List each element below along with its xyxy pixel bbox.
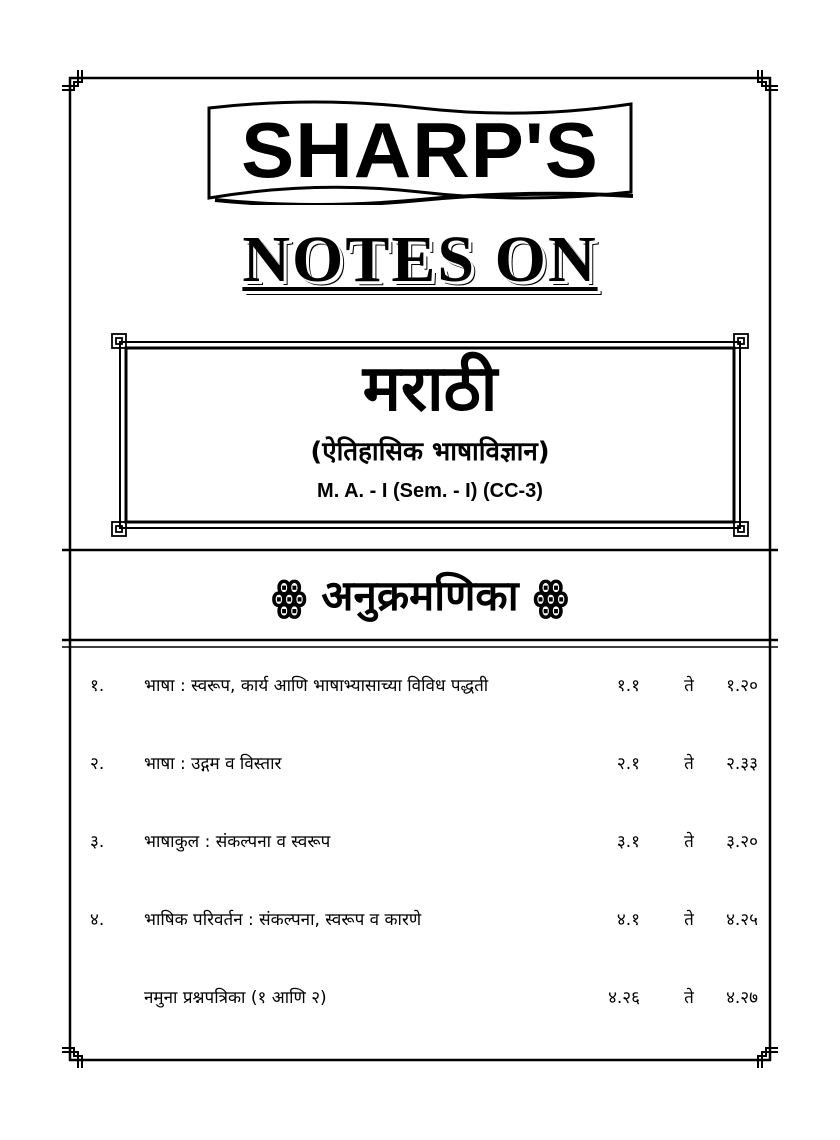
subject-box <box>110 332 750 538</box>
ornament-left-icon: ꙮ <box>271 573 307 620</box>
page-end: २.३३ <box>726 754 758 774</box>
page-end: ३.२० <box>726 832 758 852</box>
chapter-number: ३. <box>90 832 105 852</box>
page-end: ४.२७ <box>726 988 758 1008</box>
chapter-number: २. <box>90 754 105 774</box>
ornament-right-icon: ꙮ <box>533 573 569 620</box>
chapter-title: भाषिक परिवर्तन : संकल्पना, स्वरूप व कारणे <box>144 910 422 930</box>
chapter-title: भाषा : स्वरूप, कार्य आणि भाषाभ्यासाच्या विविध पद्धती <box>144 676 489 696</box>
brand-name: SHARP'S <box>241 106 599 194</box>
contents-heading-band <box>62 548 778 648</box>
page-separator: ते <box>684 832 694 852</box>
page-separator: ते <box>684 910 694 930</box>
contents-title: अनुक्रमणिका <box>321 571 519 620</box>
brand-logo <box>205 100 635 205</box>
chapter-title: भाषा : उद्गम व विस्तार <box>144 754 282 774</box>
contents-heading <box>62 560 778 633</box>
subject-subtitle: (ऐतिहासिक भाषाविज्ञान) <box>310 437 550 467</box>
page-start: ३.१ <box>616 832 640 852</box>
brand-tagline: NOTES ON <box>242 223 598 296</box>
chapter-title: भाषाकुल : संकल्पना व स्वरूप <box>144 832 331 852</box>
course-code: M. A. - I (Sem. - I) (CC-3) <box>317 480 543 502</box>
toc-row[interactable] <box>62 900 778 940</box>
toc-row[interactable] <box>62 666 778 706</box>
page-start: २.१ <box>616 754 640 774</box>
page-separator: ते <box>684 988 694 1008</box>
page-start: ४.२६ <box>608 988 640 1008</box>
toc-row[interactable] <box>62 744 778 784</box>
toc-row[interactable] <box>62 822 778 862</box>
page-start: १.१ <box>616 676 640 696</box>
page-separator: ते <box>684 754 694 774</box>
chapter-number: ४. <box>90 910 105 930</box>
subject-title: मराठी <box>362 352 498 426</box>
toc-row[interactable] <box>62 978 778 1018</box>
page-start: ४.१ <box>616 910 640 930</box>
page-end: १.२० <box>726 676 758 696</box>
chapter-number: १. <box>90 676 105 696</box>
page-separator: ते <box>684 676 694 696</box>
chapter-title: नमुना प्रश्नपत्रिका (१ आणि २) <box>144 988 327 1008</box>
page-end: ४.२५ <box>726 910 758 930</box>
